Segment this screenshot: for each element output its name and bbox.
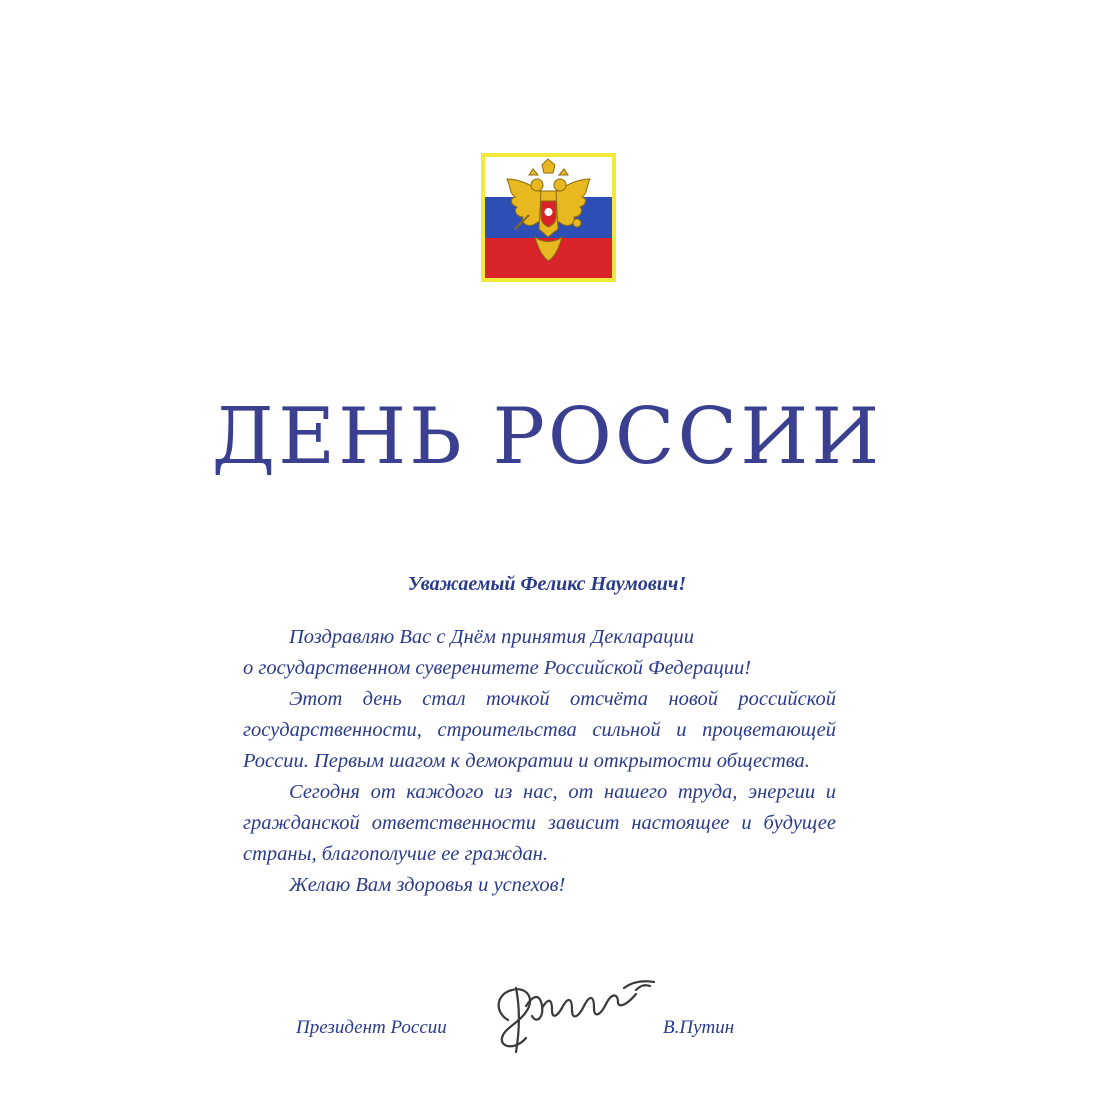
russian-coat-of-arms-on-flag-icon xyxy=(481,153,616,282)
letter-paragraph: Желаю Вам здоровья и успехов! xyxy=(289,874,566,896)
greeting: Уважаемый Феликс Наумович! xyxy=(407,573,687,595)
letter-paragraph: Этот день стал точкой отсчёта новой российской государственности, строительства сильной и процветающей России. Первым шагом к демократии и открытости общества. xyxy=(243,688,836,772)
document-title: ДЕНЬ РОССИИ xyxy=(211,392,883,482)
letter-paragraph: Сегодня от каждого из нас, от нашего труда, энергии и гражданской ответственности зависит настоящее и будущее страны, благополучие ее граждан. xyxy=(243,781,836,865)
signatory-position: Президент России xyxy=(296,1017,447,1038)
letter-paragraph: о государственном суверенитете Российской Федерации! xyxy=(243,657,752,679)
letter-paragraph: Поздравляю Вас с Днём принятия Декларации xyxy=(289,626,695,648)
signatory-name: В.Путин xyxy=(663,1017,735,1038)
letter-body xyxy=(243,622,836,901)
handwritten-signature-icon xyxy=(486,968,658,1054)
